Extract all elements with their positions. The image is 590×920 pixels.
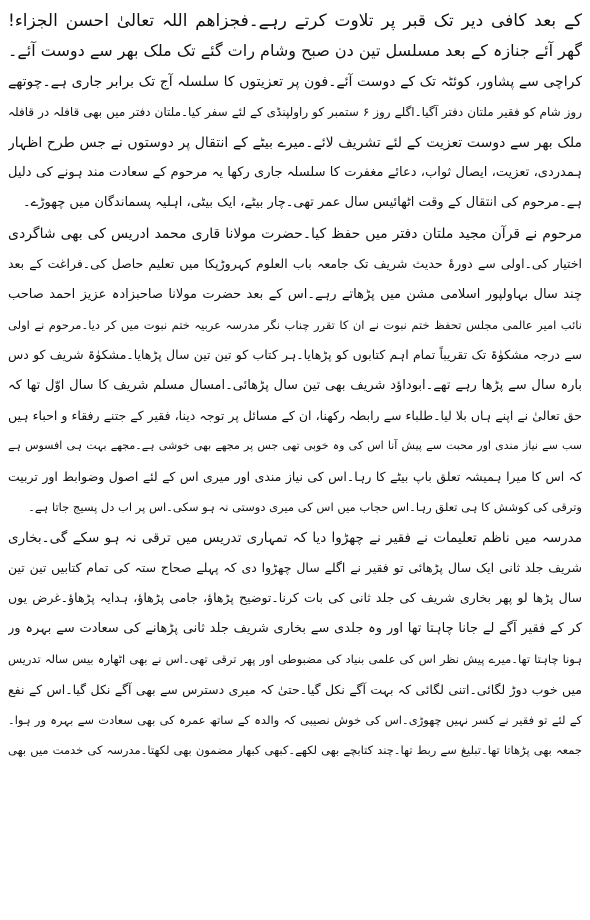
text-line: ہمدردی، تعزیت، ایصال ثواب، دعائے مغفرت کا سلسلہ جاری رکھا یہ مرحوم کے سعادت مند ہونے کی دلیل — [8, 164, 582, 180]
text-line: جمعہ بھی پڑھاتا تھا۔تبلیغ سے ربط تھا۔چند کتابچے بھی لکھے۔کبھی کبھار مضمون بھی لکھتا۔مدرسہ کی خدمت میں بھی — [8, 743, 582, 758]
text-line: سے درجہ مشکوٰۃ تک تقریباً تمام اہم کتابوں کو پڑھایا۔ہر کتاب کو تین تین سال پڑھایا۔مشکوٰۃ شریف کو دس — [8, 347, 582, 363]
text-line: نائب امیر عالمی مجلس تحفظ ختم نبوت نے ان کا تقرر چناب نگر مدرسہ عربیہ ختم نبوت میں کر دیا۔مرحوم نے اولی — [8, 317, 582, 332]
text-line: ہے۔مرحوم کی انتقال کے وقت اٹھائیس سال عمر تھی۔چار بیٹے، ایک بیٹی، اہلیہ پسماندگان میں چھوڑے۔ — [23, 195, 582, 211]
text-line: مدرسہ میں ناظم تعلیمات نے فقیر نے چھڑوا دیا کہ تمہاری تدریس میں ترقی نہ ہو سکے گی۔بخاری — [8, 529, 582, 546]
text-line: مرحوم نے قرآن مجید ملتان دفتر میں حفظ کیا۔حضرت مولانا قاری محمد ادریس کی بھی شاگردی — [8, 225, 582, 242]
text-line: روز شام کو فقیر ملتان دفتر آگیا۔اگلے روز ۶ ستمبر کو راولپنڈی کے لئے سفر کیا۔ملتان دفتر میں بھی قافلہ در قافلہ — [8, 105, 582, 120]
text-line: کر کے فقیر آگے لے جانا چاہتا تھا اور وہ جلدی سے بخاری شریف جلد ثانی پڑھانے کی سعادت سے بہرہ ور — [8, 620, 582, 636]
text-line: سال پڑھا لو پھر بخاری شریف کی جلد ثانی کی بات کرنا۔توضیح پڑھاؤ، جامی پڑھاؤ، ہدایہ پڑھاؤ۔غرض یوں — [8, 590, 582, 606]
text-line: ہونا چاہتا تھا۔میرے پیش نظر اس کی علمی بنیاد کی مضبوطی اور پھر ترقی تھی۔اس نے بھی اٹھارہ بیس سالہ تدریس — [8, 652, 582, 667]
text-line: ملک بھر سے دوست تعزیت کے لئے تشریف لائے۔میرے بیٹے کے انتقال پر دوستوں نے جس طرح اظہار — [8, 134, 582, 151]
text-line: چند سال بہاولپور اسلامی مشن میں پڑھاتے رہے۔اس کے بعد حضرت مولانا صاحبزادہ عزیز احمد صاحب — [8, 286, 582, 302]
text-line: بارہ سال سے پڑھا رہے تھے۔ابوداؤد شریف بھی تین سال پڑھائی۔امسال مسلم شریف کا سال اوّل تھا کہ — [8, 377, 582, 393]
text-line: کہ اس کا میرا ہمیشہ تعلق باپ بیٹے کا رہا۔اس کی نیاز مندی اور میری اس کے لئے اصول وضوابط اور تربیت — [8, 468, 582, 484]
text-line: وترقی کی کوشش کا ہی تعلق رہا۔اس حجاب میں اس کی میری دوستی نہ ہو سکی۔اس پر اب دل پسیج جاتا ہے۔ — [28, 500, 582, 515]
text-line: اختیار کی۔اولی سے دورۂ حدیث شریف تک جامعہ باب العلوم کہروڑپکا میں تعلیم حاصل کی۔فراغت کے بعد — [8, 256, 582, 272]
text-line: میں خوب دوڑ لگائی۔اتنی لگائی کہ بہت آگے نکل گیا۔حتیٰ کہ میری دسترس سے بھی آگے نکل گیا۔اس کے نفع — [8, 681, 582, 697]
text-line: کے لئے تو فقیر نے کسر نہیں چھوڑی۔اس کی خوش نصیبی کہ والدہ کے ساتھ عمرہ کی بھی سعادت سے بہرہ ور ہوا۔ — [8, 712, 582, 727]
text-line: کے بعد کافی دیر تک قبر پر تلاوت کرتے رہے۔فجزاھم اللہ تعالیٰ احسن الجزاء! — [8, 11, 582, 31]
text-line: شریف جلد ثانی ایک سال پڑھائی تو فقیر نے اگلے سال چھڑوا دی کہ پہلے صحاح ستہ کی تمام کتابیں تین تین — [8, 560, 582, 576]
text-line: گھر آئے جنازہ کے بعد مسلسل تین دن صبح وشام رات گئے تک ملک بھر سے دوست آئے۔ — [8, 41, 582, 61]
text-line: سب سے نیاز مندی اور محبت سے پیش آنا اس کی وہ خوبی تھی جس پر مجھے بھی خوشی ہے۔مجھے بہت ہی افسوس ہے — [8, 439, 582, 453]
text-line: کراچی سے پشاور، کوئٹہ تک کے دوست آئے۔فون پر تعزیتوں کا سلسلہ آج تک برابر جاری ہے۔چوتھے — [8, 73, 582, 90]
text-line: حق تعالیٰ نے اپنے ہاں بلا لیا۔طلباء سے رابطہ رکھنا، ان کے مسائل پر توجہ دینا، فقیر کے جتنے رفقاء و احباء ہیں — [8, 408, 582, 424]
